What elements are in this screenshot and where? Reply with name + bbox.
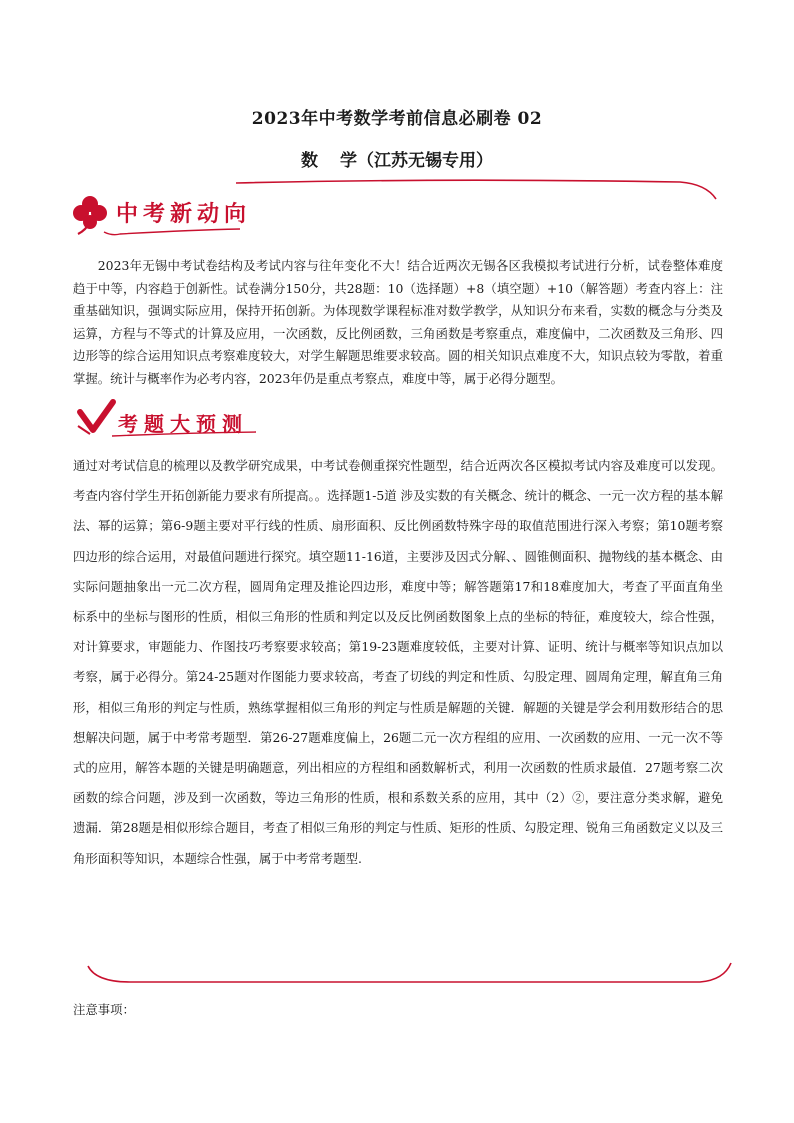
subtitle-part1: 数 — [301, 151, 318, 171]
checkmark-icon — [78, 402, 113, 434]
trend-paragraph: 2023年无锡中考试卷结构及考试内容与往年变化不大！结合近两次无锡各区我模拟考试进行分析，试卷整体难度趋于中等，内容趋于创新性。试卷满分150分，共28题：10（选择题）+8（填空题）+10（解答题）考查内容上：注重基础知识，强调实际应用，保持开拓创新。为体现数学课程标准对数学教学，从知识分布来看，实数的概念与分类及运算，方程与不等式的计算及应用，一次函数，反比例函数，三角函数是考察重点，难度偏中，二次函数及三角形、四边形等的综合运用知识点考察难度较大，对学生解题思维要求较高。圆的相关知识点难度不大，知识点较为零散，着重掌握。统计与概率作为必考内容，2023年仍是重点考察点，难度中等，属于必得分题型。 — [73, 258, 723, 386]
top-curve-line — [236, 180, 716, 199]
left-underline-curve — [104, 229, 240, 235]
forecast-paragraph: 通过对考试信息的梳理以及教学研究成果，中考试卷侧重探究性题型，结合近两次各区模拟考试内容及难度可以发现。考查内容付学生开拓创新能力要求有所提高。。选择题1-5道 涉及实数的有关概念、统计的概念、一元一次方程的基本解法、幂的运算；第6-9题主要对平行线的性质、扇形面积、反比例函数特殊字母的取值范围进行深入考察；第10题考察四边形的综合运用，对最值问题进行探究。填空题11-16道，主要涉及因式分解、、圆锥侧面积、抛物线的基本概念、由实际问题抽象出一元二次方程，圆周角定理及推论四边形，难度中等；解答题第17和18难度加大，考查了平面直角坐标系中的坐标与图形的性质，相似三角形的性质和判定以及反比例函数图象上点的坐标的特征，难度较大，综合性强，对计算要求，审题能力、作图技巧考察要求较高；第19-23题难度较低，主要对计算、证明、统计与概率等知识点加以考察，属于必得分。第24-25题对作图能力要求较高，考查了切线的判定和性质、勾股定理、圆周角定理，解直角三角形，相似三角形的判定与性质，熟练掌握相似三角形的判定与性质是解题的关键．解题的关键是学会利用数形结合的思想解决问题，属于中考常考题型．第26-27题难度偏上，26题二元一次方程组的应用、一次函数的应用、一元一次不等式的应用，解答本题的关键是明确题意，列出相应的方程组和函数解析式，利用一次函数的性质求最值．27题考察二次函数的综合问题，涉及到一次函数，等边三角形的性质，根和系数关系的应用，其中（2）②，要注意分类求解，避免遗漏．第28题是相似形综合题目，考查了相似三角形的判定与性质、矩形的性质、勾股定理、锐角三角函数定义以及三角形面积等知识，本题综合性强，属于中考常考题型. — [73, 458, 723, 866]
clover-icon — [73, 196, 107, 234]
forecast-heading: 考题大预测 — [118, 412, 248, 436]
document-title: 2023年中考数学考前信息必刷卷 02 — [251, 109, 543, 129]
bottom-curve-line — [88, 963, 731, 982]
subtitle-part2: 学（江苏无锡专用） — [340, 151, 493, 171]
trend-heading: 中考新动向 — [116, 202, 252, 227]
notes-label: 注意事项： — [73, 1002, 135, 1017]
